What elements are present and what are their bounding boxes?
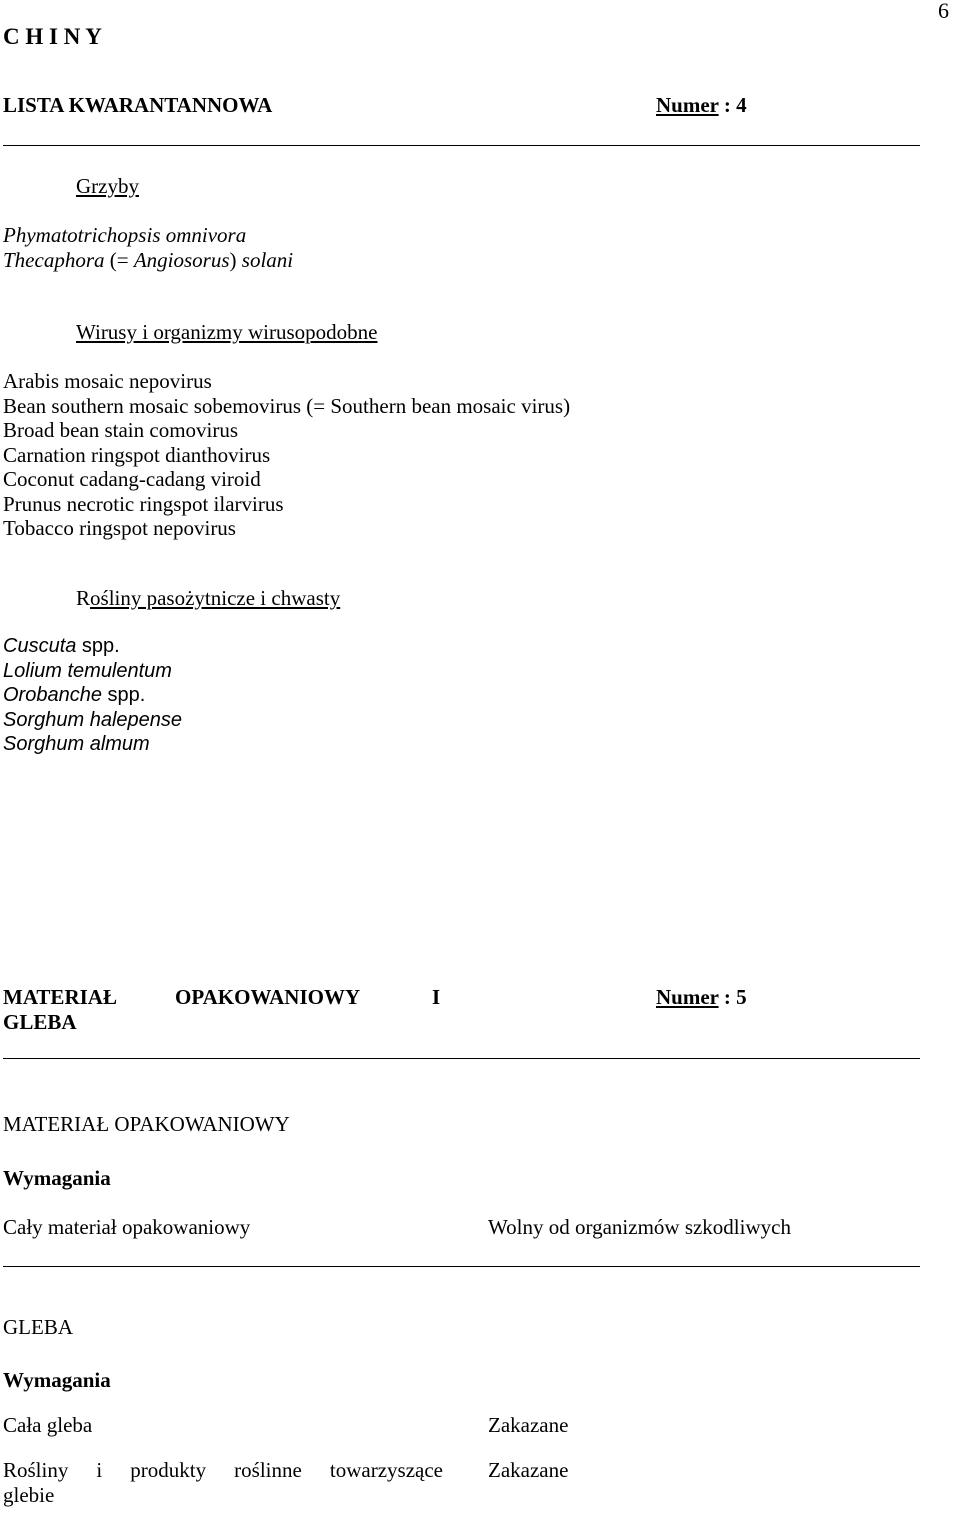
section-title-part3: I	[432, 985, 441, 1009]
divider	[3, 1058, 920, 1059]
list-item: Carnation ringspot dianthovirus	[3, 442, 271, 467]
fungi-heading: Grzyby	[76, 174, 139, 198]
list-item: Phymatotrichopsis omnivora	[3, 223, 247, 247]
section-number-4	[656, 93, 747, 118]
numer-value: : 5	[718, 985, 747, 1009]
list-item: Broad bean stain comovirus	[3, 418, 239, 442]
list-item: Orobanche spp.	[3, 684, 146, 706]
list-item: Sorghum almum	[3, 733, 150, 755]
section-title-part2: OPAKOWANIOWY	[175, 985, 361, 1009]
country-heading: C H I N Y	[3, 24, 102, 49]
numer-label: Numer	[656, 93, 719, 117]
page-number: 6	[938, 0, 949, 23]
soil-row2-label-line1: Rośliny i produkty roślinne towarzyszące	[3, 1458, 443, 1482]
list-item: Prunus necrotic ringspot ilarvirus	[3, 491, 284, 516]
packaging-heading: MATERIAŁ OPAKOWANIOWY	[3, 1112, 290, 1136]
numer-label: Numer	[656, 985, 719, 1009]
section-title-part1: MATERIAŁ	[3, 985, 117, 1009]
section-title-quarantine-list: LISTA KWARANTANNOWA	[3, 93, 273, 117]
list-item: Thecaphora (= Angiosorus) solani	[3, 247, 294, 272]
divider	[3, 145, 920, 146]
list-item: Coconut cadang-cadang viroid	[3, 467, 261, 491]
list-item: Tobacco ringspot nepovirus	[3, 516, 236, 540]
section-title-line2: GLEBA	[3, 1010, 77, 1034]
weeds-heading: Rośliny pasożytnicze i chwasty	[76, 586, 341, 610]
list-item: Bean southern mosaic sobemovirus (= Southern bean mosaic virus)	[3, 393, 571, 418]
packaging-row-value: Wolny od organizmów szkodliwych	[488, 1215, 791, 1239]
weeds-list	[3, 634, 182, 757]
divider	[3, 1266, 920, 1267]
soil-requirements-label: Wymagania	[3, 1368, 111, 1392]
fungi-list	[3, 223, 293, 272]
list-item: Lolium temulentum	[3, 659, 172, 682]
soil-heading: GLEBA	[3, 1315, 73, 1339]
packaging-row-label: Cały materiał opakowaniowy	[3, 1215, 251, 1239]
viruses-heading: Wirusy i organizmy wirusopodobne	[76, 320, 378, 344]
virus-list	[3, 369, 570, 541]
soil-row2-label-line2: glebie	[3, 1483, 55, 1507]
soil-row1-value: Zakazane	[488, 1413, 569, 1437]
soil-row2-value: Zakazane	[488, 1458, 569, 1482]
packaging-requirements-label: Wymagania	[3, 1166, 111, 1190]
list-item: Arabis mosaic nepovirus	[3, 369, 212, 393]
soil-row1-label: Cała gleba	[3, 1413, 93, 1437]
list-item: Cuscuta spp.	[3, 635, 120, 657]
numer-value: : 4	[718, 93, 747, 117]
list-item: Sorghum halepense	[3, 708, 183, 731]
section-number-5	[656, 985, 747, 1010]
